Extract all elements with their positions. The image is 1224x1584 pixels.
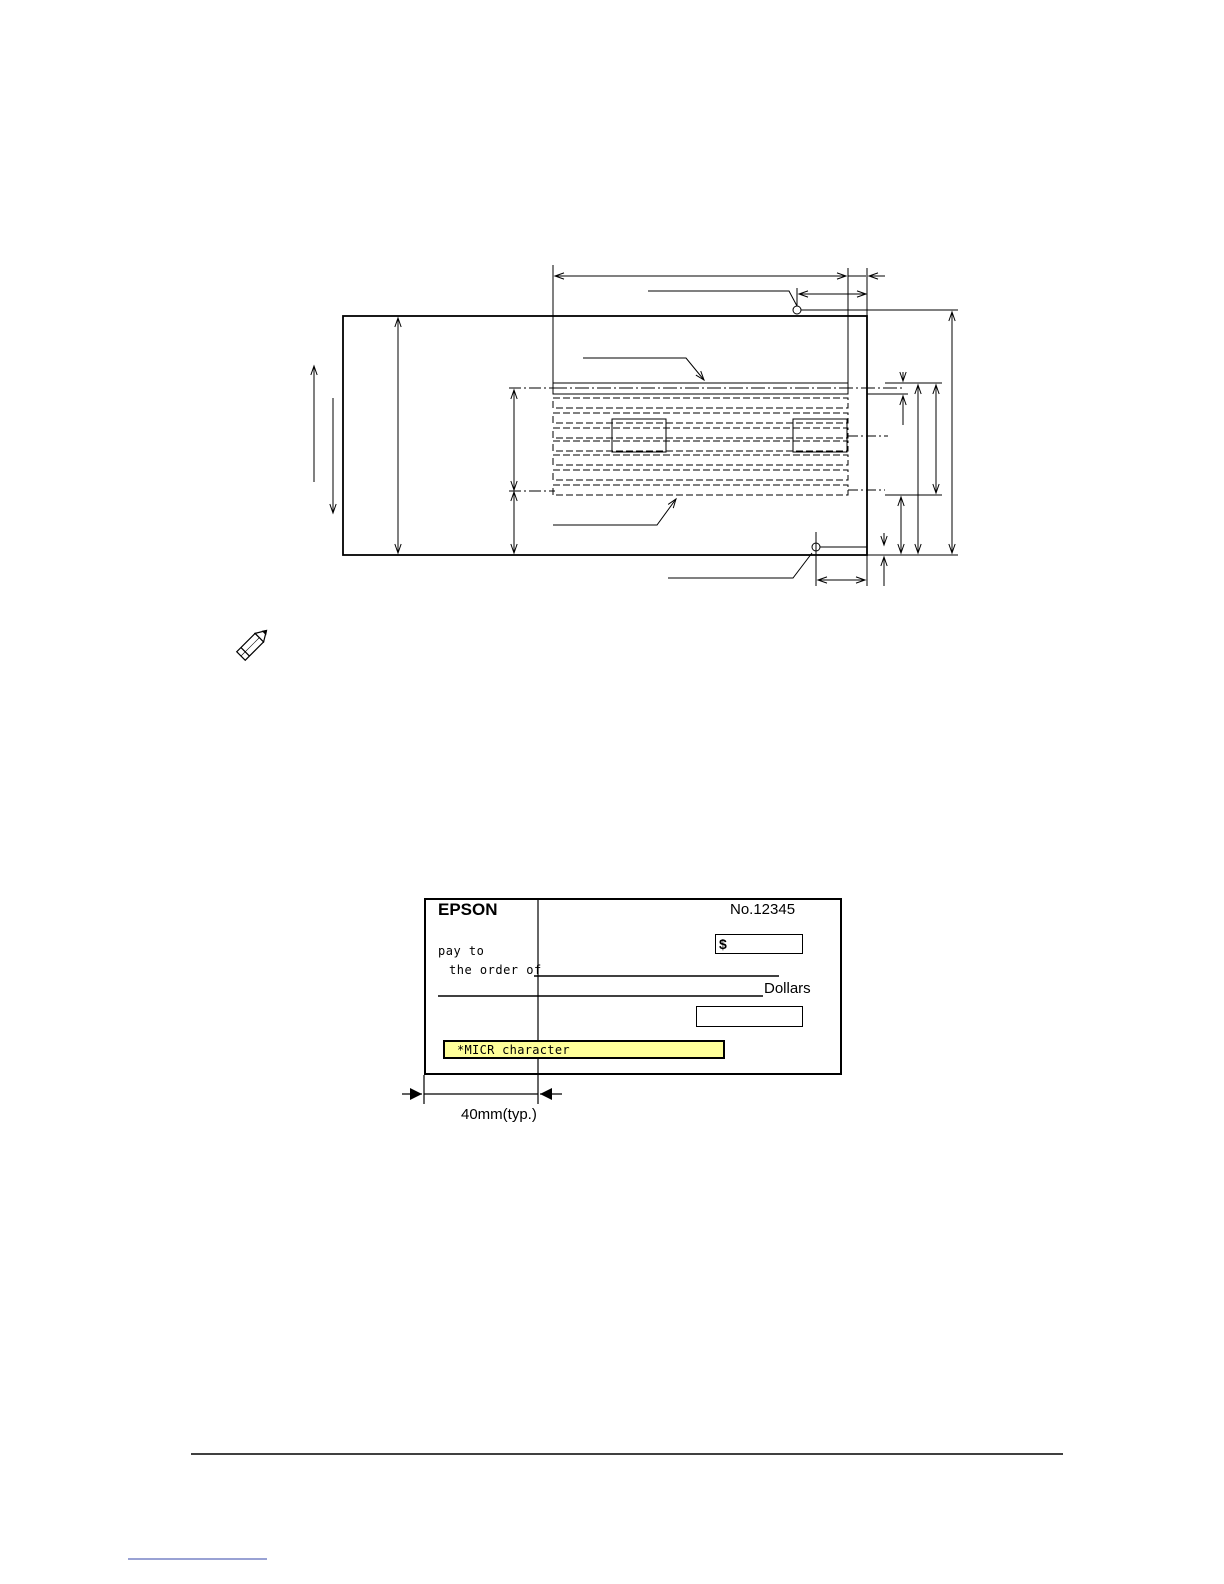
pencil-note-icon bbox=[237, 626, 271, 660]
bottom-hole-leader bbox=[668, 553, 812, 578]
micr-print-area bbox=[553, 383, 905, 495]
micr-bottom-leader bbox=[553, 499, 676, 525]
top-hole-leader bbox=[648, 291, 797, 306]
pay-to-label: pay to bbox=[438, 944, 485, 958]
micr-band bbox=[443, 1040, 725, 1059]
check-number: No.12345 bbox=[730, 901, 796, 918]
document-dimension-drawing bbox=[314, 265, 958, 586]
top-reference-hole bbox=[793, 306, 801, 314]
micr-top-leader bbox=[583, 358, 704, 380]
signature-box bbox=[696, 1006, 803, 1027]
micr-label: *MICR character bbox=[457, 1043, 570, 1057]
currency-symbol: $ bbox=[719, 936, 727, 952]
check-brand: EPSON bbox=[438, 900, 498, 919]
amount-box bbox=[715, 934, 803, 954]
order-of-label: the order of bbox=[449, 963, 542, 977]
dimension-label: 40mm(typ.) bbox=[461, 1106, 537, 1123]
dollars-label: Dollars bbox=[764, 980, 811, 997]
document-outline bbox=[343, 316, 867, 555]
